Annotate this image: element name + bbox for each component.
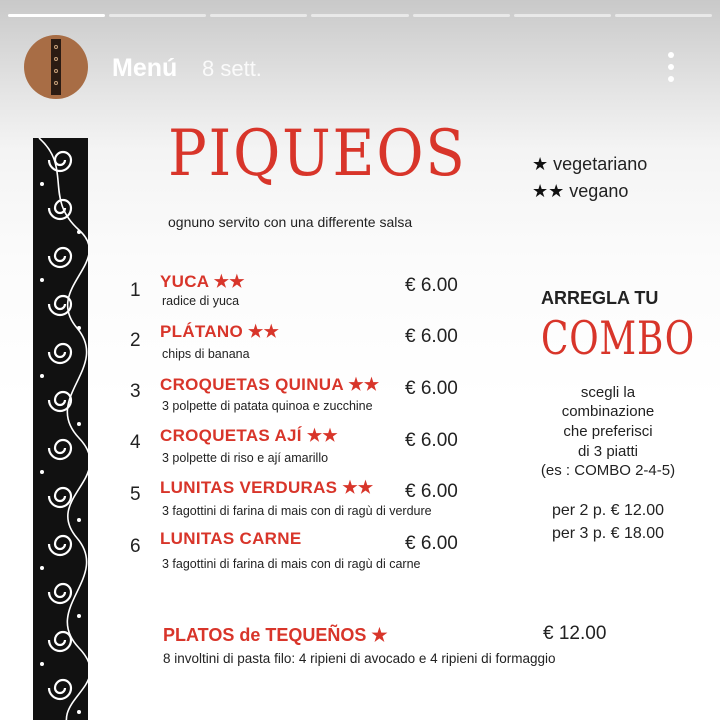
item-name: CROQUETAS AJÍ ★★ <box>160 426 338 445</box>
combo-line: combinazione <box>561 403 655 420</box>
item-price: € 6.00 <box>405 430 458 451</box>
progress-segment <box>311 14 408 17</box>
item-number: 1 <box>130 280 141 301</box>
tequenos-description: 8 involtini di pasta filo: 4 ripieni di avocado e 4 ripieni di formaggio <box>163 651 556 666</box>
item-description: 3 polpette di riso e ají amarillo <box>162 451 329 465</box>
legend-vegetarian <box>532 154 647 175</box>
menu-title: PIQUEOS <box>168 117 467 191</box>
legend-label: vegano <box>569 181 629 201</box>
item-name: YUCA ★★ <box>160 272 245 291</box>
item-price: € 6.00 <box>405 533 458 554</box>
decorative-spiral-band <box>33 138 88 720</box>
item-number: 4 <box>130 432 141 453</box>
combo-line: che preferisci <box>563 423 653 440</box>
tequenos-price: € 12.00 <box>543 623 607 644</box>
progress-segment <box>210 14 307 17</box>
item-name: PLÁTANO ★★ <box>160 322 280 341</box>
three-dots-vertical-icon[interactable] <box>660 48 682 86</box>
item-number: 6 <box>130 536 141 557</box>
item-price: € 6.00 <box>405 481 458 502</box>
item-name: CROQUETAS QUINUA ★★ <box>160 375 380 394</box>
combo-price: per 3 p. € 18.00 <box>551 525 665 542</box>
post-time: 8 sett. <box>202 56 262 81</box>
item-number: 2 <box>130 330 141 351</box>
combo-line: (es : COMBO 2-4-5) <box>540 462 676 479</box>
avatar[interactable] <box>24 35 88 99</box>
combo-heading: ARREGLA TU <box>541 288 659 308</box>
combo-title: COMBO <box>541 311 695 365</box>
legend-label: vegetariano <box>553 154 648 174</box>
menu-subtitle: ognuno servito con una differente salsa <box>168 214 413 230</box>
item-name: LUNITAS CARNE <box>160 529 302 548</box>
progress-segment <box>109 14 206 17</box>
combo-line: di 3 piatti <box>577 443 639 460</box>
item-description: chips di banana <box>162 347 250 361</box>
progress-segment <box>413 14 510 17</box>
item-number: 5 <box>130 484 141 505</box>
item-description: 3 fagottini di farina di mais con di ragù di verdure <box>162 504 432 518</box>
item-price: € 6.00 <box>405 326 458 347</box>
item-description: 3 fagottini di farina di mais con di ragù di carne <box>162 557 421 571</box>
tequenos-name: PLATOS de TEQUEÑOS ★ <box>163 625 388 645</box>
item-number: 3 <box>130 381 141 402</box>
star-icon: ★★ <box>532 181 565 201</box>
progress-segment <box>8 14 105 17</box>
star-icon: ★ <box>532 154 549 174</box>
combo-price: per 2 p. € 12.00 <box>551 502 665 519</box>
item-description: radice di yuca <box>162 294 240 308</box>
progress-segment <box>615 14 712 17</box>
item-price: € 6.00 <box>405 275 458 296</box>
legend-vegan <box>532 181 628 202</box>
combo-line: scegli la <box>580 384 636 401</box>
progress-segment <box>514 14 611 17</box>
account-name[interactable]: Menú <box>112 54 178 82</box>
item-name: LUNITAS VERDURAS ★★ <box>160 478 374 497</box>
item-description: 3 polpette di patata quinoa e zucchine <box>162 399 373 413</box>
item-price: € 6.00 <box>405 378 458 399</box>
story-progress-bars <box>8 14 712 17</box>
